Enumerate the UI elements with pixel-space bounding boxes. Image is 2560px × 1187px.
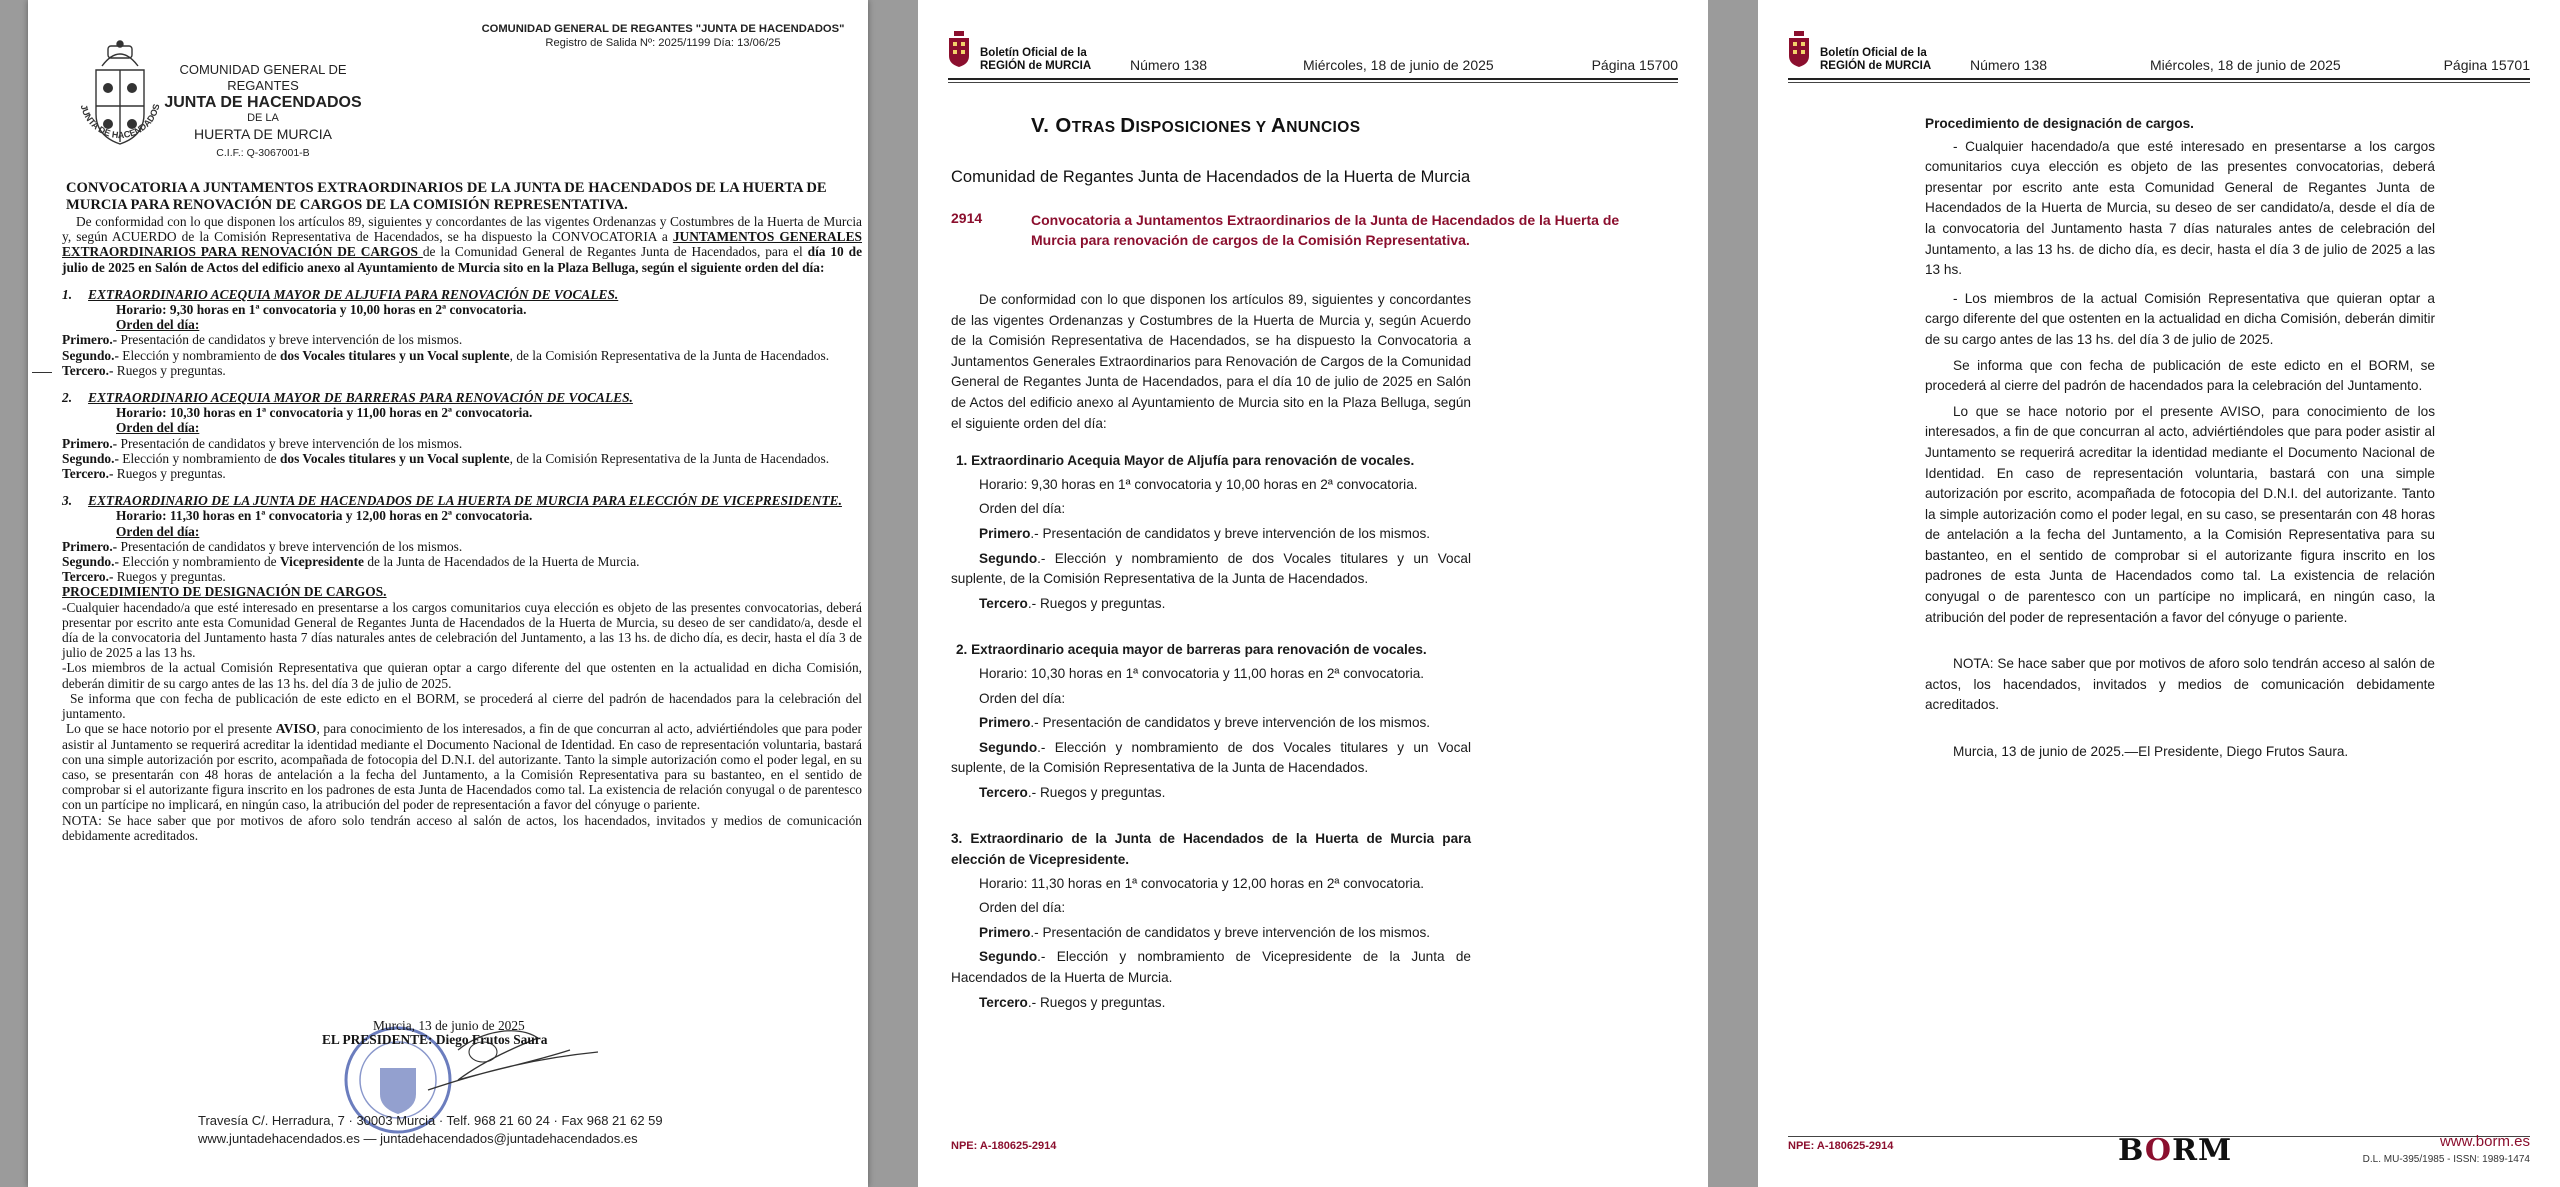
- announcement-title: Convocatoria a Juntamentos Extraordinarios de la Junta de Hacendados de la Huerta de Murcia para renovación de cargos de la Comisión Representativa.: [1031, 212, 1620, 248]
- item-2-segundo: Segundo.- Elección y nombramiento de dos Vocales titulares y un Vocal suplente, de la Comisión Representativa de la Junta de Hacendados.: [62, 450, 830, 466]
- org-cif: C.I.F.: Q-3067001-B: [216, 147, 310, 159]
- section-title: V. OTRAS DISPOSICIONES Y ANUNCIOS: [1031, 114, 1361, 137]
- letter-body: [62, 214, 862, 843]
- item-3-orden: Orden del día:: [116, 523, 200, 539]
- item-2-tercero: Tercero.- Ruegos y preguntas.: [979, 784, 1166, 800]
- item-1-orden: Orden del día:: [116, 317, 200, 333]
- procedure-title: Procedimiento de designación de cargos.: [1925, 116, 2194, 131]
- header-rule: [1788, 78, 2530, 80]
- legal-deposit: D.L. MU-395/1985 - ISSN: 1989-1474: [2362, 1154, 2530, 1165]
- item-2-orden: Orden del día:: [116, 420, 200, 436]
- convocatoria-title: CONVOCATORIA A JUNTAMENTOS EXTRAORDINARIOS DE LA JUNTA DE HACENDADOS DE LA HUERTA DE MURCIA PARA RENOVACIÓN DE CARGOS DE LA COMISIÓN REPRESENTATIVA.: [66, 180, 827, 213]
- item-3-horario: Horario: 11,30 horas en 1ª convocatoria y 12,00 horas en 2ª convocatoria.: [979, 875, 1425, 891]
- item-1-primero: Primero.- Presentación de candidatos y breve intervención de los mismos.: [979, 525, 1431, 541]
- boletin-title: Boletín Oficial de la REGIÓN de MURCIA: [1820, 47, 1932, 72]
- procedure-p2: -Los miembros de la actual Comisión Representativa que quieran optar a cargo diferente del que ostenten en la actualidad en dicha Comisión, deberán dimitir de su cargo antes de las 13 hs. del día 3 de julio de 2025.: [62, 660, 862, 691]
- entity-line: Comunidad de Regantes Junta de Hacendados de la Huerta de Murcia: [951, 168, 1471, 186]
- registry-line: Registro de Salida Nº: 2025/1199 Día: 13/06/25: [545, 37, 781, 49]
- borm-page-15701: [1758, 0, 2560, 1187]
- header-numero: Número 138: [1130, 57, 1208, 73]
- signature-name: EL PRESIDENTE: Diego Frutos Saura: [322, 1032, 548, 1047]
- item-2-tercero: Tercero.- Ruegos y preguntas.: [62, 466, 226, 482]
- borm-header: [1788, 22, 2530, 78]
- header-rule-thin: [1788, 82, 2530, 83]
- item-2-segundo: Segundo.- Elección y nombramiento de dos Vocales titulares y un Vocal suplente, de la Comisión Representativa de la Junta de Hacendados.: [951, 739, 1471, 776]
- borm-page-15700: [918, 0, 1708, 1187]
- header-fecha: Miércoles, 18 de junio de 2025: [2150, 57, 2341, 73]
- borm-logo: BORM: [2118, 1133, 2233, 1168]
- borm-body: [951, 290, 1471, 1013]
- scanned-letter-page: [28, 0, 868, 1187]
- signature-line: Murcia, 13 de junio de 2025.—El Presidente, Diego Frutos Saura.: [1953, 744, 2349, 760]
- org-header: [158, 62, 368, 163]
- item-1-tercero: Tercero.- Ruegos y preguntas.: [979, 595, 1166, 611]
- header-pagina: Página 15700: [1591, 57, 1678, 73]
- scan-mark: [32, 372, 52, 373]
- item-1-heading: 1. EXTRAORDINARIO ACEQUIA MAYOR DE ALJUFIA PARA RENOVACIÓN DE VOCALES.: [62, 286, 619, 302]
- item-2-title: 2. Extraordinario acequia mayor de barreras para renovación de vocales.: [956, 642, 1427, 658]
- item-2-orden: Orden del día:: [979, 690, 1066, 706]
- registry-org: COMUNIDAD GENERAL DE REGANTES "JUNTA DE HACENDADOS": [481, 23, 845, 35]
- item-3-tercero: Tercero.- Ruegos y preguntas.: [62, 569, 226, 585]
- item-3-horario: Horario: 11,30 horas en 1ª convocatoria y 12,00 horas en 2ª convocatoria.: [116, 508, 533, 524]
- boletin-title: Boletín Oficial de la REGIÓN de MURCIA: [980, 47, 1092, 72]
- org-line-2: JUNTA DE HACENDADOS: [164, 94, 362, 111]
- procedure-title: PROCEDIMIENTO DE DESIGNACIÓN DE CARGOS.: [62, 584, 387, 600]
- procedure-p4: Lo que se hace notorio por el presente AVISO, para conocimiento de los interesados, a fin de que concurran al acto, adviértiéndoles que para poder asistir al Juntamento se requerirá acreditar la identidad mediante el Documento Nacional de Identidad. En caso de representación voluntaria, bastará con una simple autorización por escrito, acompañada de fotocopia del D.N.I. del autorizante. Tanto la simple autorización como el poder legal, en su caso, se presentarán con 48 horas de antelación a la fecha del Juntamento, a la Comisión Representativa para su bastanteo, en el sentido de comprobar si el autorizante figura inscrito en los padrones de esta Junta de Hacendados como tal. La existencia de relación conyugal o de parentesco con un partícipe no implicará, en ningún caso, la atribución del poder de representación a favor del cónyuge o pariente.: [62, 721, 862, 813]
- item-2-primero: Primero.- Presentación de candidatos y breve intervención de los mismos.: [979, 715, 1431, 731]
- header-numero: Número 138: [1970, 57, 2048, 73]
- procedure-p1: -Cualquier hacendado/a que esté interesado en presentarse a los cargos comunitarios cuya elección es objeto de las presentes convocatorias, deberá presentar por escrito ante esta Comunidad General de Regantes Junta de Hacendados de la Huerta de Murcia, su deseo de ser candidato/a, desde el día de la convocatoria del Juntamento hasta 7 días naturales antes de celebración del Juntamento, a las 13 hs. de dicho día, es decir, hasta el día 3 de julio de 2025 a las 13 hs.: [62, 599, 862, 661]
- item-1-segundo: Segundo.- Elección y nombramiento de dos Vocales titulares y un Vocal suplente, de la Comisión Representativa de la Junta de Hacendados.: [62, 347, 830, 363]
- item-1-title: 1. Extraordinario Acequia Mayor de Aljufía para renovación de vocales.: [956, 453, 1415, 469]
- item-2-horario: Horario: 10,30 horas en 1ª convocatoria y 11,00 horas en 2ª convocatoria.: [979, 665, 1425, 681]
- procedure-p2: - Los miembros de la actual Comisión Representativa que quieran optar a cargo diferente del que ostenten en la actualidad en dicha Comisión, deberán dimitir de su cargo antes de las 13 hs. del día 3 de julio de 2025.: [1925, 290, 2435, 347]
- letter-footer-address: Travesía C/. Herradura, 7 · 30003 Murcia · Telf. 968 21 60 24 · Fax 968 21 62 59: [198, 1113, 663, 1128]
- item-3-orden: Orden del día:: [979, 900, 1066, 916]
- intro-paragraph: De conformidad con lo que disponen los artículos 89, siguientes y concordantes de las vigentes Ordenanzas y Costumbres de la Huerta de Murcia y, según Acuerdo de la Comisión Representativa de Hacendados, se ha dispuesto la Convocatoria a Juntamentos Generales Extraordinarios para Renovación de Cargos de la Comunidad General de Regantes Junta de Hacendados, para el día 10 de julio de 2025 en Salón de Actos del edificio anexo al Ayuntamiento de Murcia sito en la Plaza Belluga, según el siguiente orden del día:: [951, 292, 1471, 431]
- region-crest-icon: [948, 30, 970, 68]
- item-3-tercero: Tercero.- Ruegos y preguntas.: [979, 994, 1166, 1010]
- item-1-segundo: Segundo.- Elección y nombramiento de dos Vocales titulares y un Vocal suplente, de la Comisión Representativa de la Junta de Hacendados.: [951, 550, 1471, 587]
- procedure-p4: Lo que se hace notorio por el presente AVISO, para conocimiento de los interesados, a fin de que concurran al acto, adviértiéndoles que para poder asistir al Juntamento se requerirá acreditar la identidad mediante el Documento Nacional de Identidad. En caso de representación voluntaria, bastará con una simple autorización por escrito, acompañada de fotocopia del D.N.I. del autorizante. Tanto la simple autorización como el poder legal, en su caso, se presentarán con 48 horas de antelación a la fecha del Juntamento, a la Comisión Representativa para su bastanteo, en el sentido de comprobar si el autorizante figura inscrito en los padrones de esta Junta de Hacendados como tal. La existencia de relación conyugal o de parentesco con un partícipe no implicará, en ningún caso, la atribución del poder de representación a favor del cónyuge o pariente.: [1925, 403, 2435, 625]
- header-pagina: Página 15701: [2443, 57, 2530, 73]
- item-2-primero: Primero.- Presentación de candidatos y breve intervención de los mismos.: [62, 435, 463, 451]
- nota: NOTA: Se hace saber que por motivos de aforo solo tendrán acceso al salón de actos, los hacendados, invitados y medios de comunicación debidamente acreditados.: [1925, 656, 2435, 713]
- procedure-p3: Se informa que con fecha de publicación de este edicto en el BORM, se procederá al cierre del padrón de hacendados para la celebración del Juntamento.: [1925, 357, 2435, 394]
- item-3-primero: Primero.- Presentación de candidatos y breve intervención de los mismos.: [979, 924, 1431, 940]
- letter-footer-web: www.juntadehacendados.es — juntadehacendados@juntadehacendados.es: [198, 1131, 638, 1146]
- registry-stamp: [428, 22, 868, 50]
- borm-header: [948, 22, 1678, 78]
- org-line-3: DE LA: [247, 112, 279, 124]
- procedure-p3: Se informa que con fecha de publicación de este edicto en el BORM, se procederá al cierre del padrón de hacendados para la celebración del juntamento.: [62, 690, 862, 722]
- borm-website-link[interactable]: www.borm.es: [2439, 1133, 2530, 1150]
- signature-date: Murcia, 13 de junio de 2025: [373, 1018, 525, 1033]
- procedure-p1: - Cualquier hacendado/a que esté interesado en presentarse a los cargos comunitarios cuya elección es objeto de las presentes convocatorias, deberá presentar por escrito ante esta Comunidad General de Regantes Junta de Hacendados de la Huerta de Murcia, su deseo de ser candidato/a, desde el día de la convocatoria del Juntamento hasta 7 días naturales antes de celebración del Juntamento, a las 13 hs. de dicho día, es decir, hasta el día 3 de julio de 2025 a las 13 hs.: [1925, 138, 2435, 278]
- org-line-4: HUERTA DE MURCIA: [194, 126, 332, 142]
- item-3-segundo: Segundo.- Elección y nombramiento de Vicepresidente de la Junta de Hacendados de la Huerta de Murcia.: [62, 554, 640, 570]
- item-1-horario: Horario: 9,30 horas en 1ª convocatoria y 10,00 horas en 2ª convocatoria.: [979, 476, 1418, 492]
- item-3-primero: Primero.- Presentación de candidatos y breve intervención de los mismos.: [62, 538, 463, 554]
- header-rule: [948, 78, 1678, 80]
- region-crest-icon: [1788, 30, 1810, 68]
- item-1-primero: Primero.- Presentación de candidatos y breve intervención de los mismos.: [62, 332, 463, 348]
- item-1-tercero: Tercero.- Ruegos y preguntas.: [62, 362, 226, 378]
- announcement-number: 2914: [951, 210, 983, 226]
- item-3-heading: 3. EXTRAORDINARIO DE LA JUNTA DE HACENDADOS DE LA HUERTA DE MURCIA PARA ELECCIÓN DE VICEPRESIDENTE.: [62, 493, 842, 509]
- header-rule-thin: [948, 82, 1678, 83]
- org-line-1: COMUNIDAD GENERAL DE REGANTES: [179, 62, 347, 93]
- item-3-segundo: Segundo.- Elección y nombramiento de Vicepresidente de la Junta de Hacendados de la Huerta de Murcia.: [951, 949, 1471, 986]
- intro-paragraph: De conformidad con lo que disponen los artículos 89, siguientes y concordantes de las vigentes Ordenanzas y Costumbres de la Huerta de Murcia y, según ACUERDO de la Comisión Representativa de Hacendados, se ha dispuesto la CONVOCATORIA a JUNTAMENTOS GENERALES EXTRAORDINARIOS PARA RENOVACIÓN DE CARGOS de la Comunidad General de Regantes Junta de Hacendados, para el día 10 de julio de 2025 en Salón de Actos del edificio anexo al Ayuntamiento de Murcia sito en la Plaza Belluga, según el siguiente orden del día:: [62, 214, 863, 275]
- item-3-title: 3. Extraordinario de la Junta de Hacendados de la Huerta de Murcia para elección de Vicepresidente.: [951, 831, 1471, 868]
- borm-body: [1925, 114, 2435, 763]
- item-2-heading: 2. EXTRAORDINARIO ACEQUIA MAYOR DE BARRERAS PARA RENOVACIÓN DE VOCALES.: [62, 390, 633, 406]
- item-1-orden: Orden del día:: [979, 501, 1066, 517]
- nota: NOTA: Se hace saber que por motivos de aforo solo tendrán acceso al salón de actos, los hacendados, invitados y medios de comunicación debidamente acreditados.: [62, 812, 862, 843]
- item-1-horario: Horario: 9,30 horas en 1ª convocatoria y 10,00 horas en 2ª convocatoria.: [116, 302, 527, 318]
- header-fecha: Miércoles, 18 de junio de 2025: [1303, 57, 1494, 73]
- seal-text: JUNTA DE HACENDADOS: [78, 102, 162, 141]
- npe-code: NPE: A-180625-2914: [951, 1140, 1057, 1152]
- npe-code: NPE: A-180625-2914: [1788, 1140, 1894, 1152]
- item-2-horario: Horario: 10,30 horas en 1ª convocatoria y 11,00 horas en 2ª convocatoria.: [116, 405, 533, 421]
